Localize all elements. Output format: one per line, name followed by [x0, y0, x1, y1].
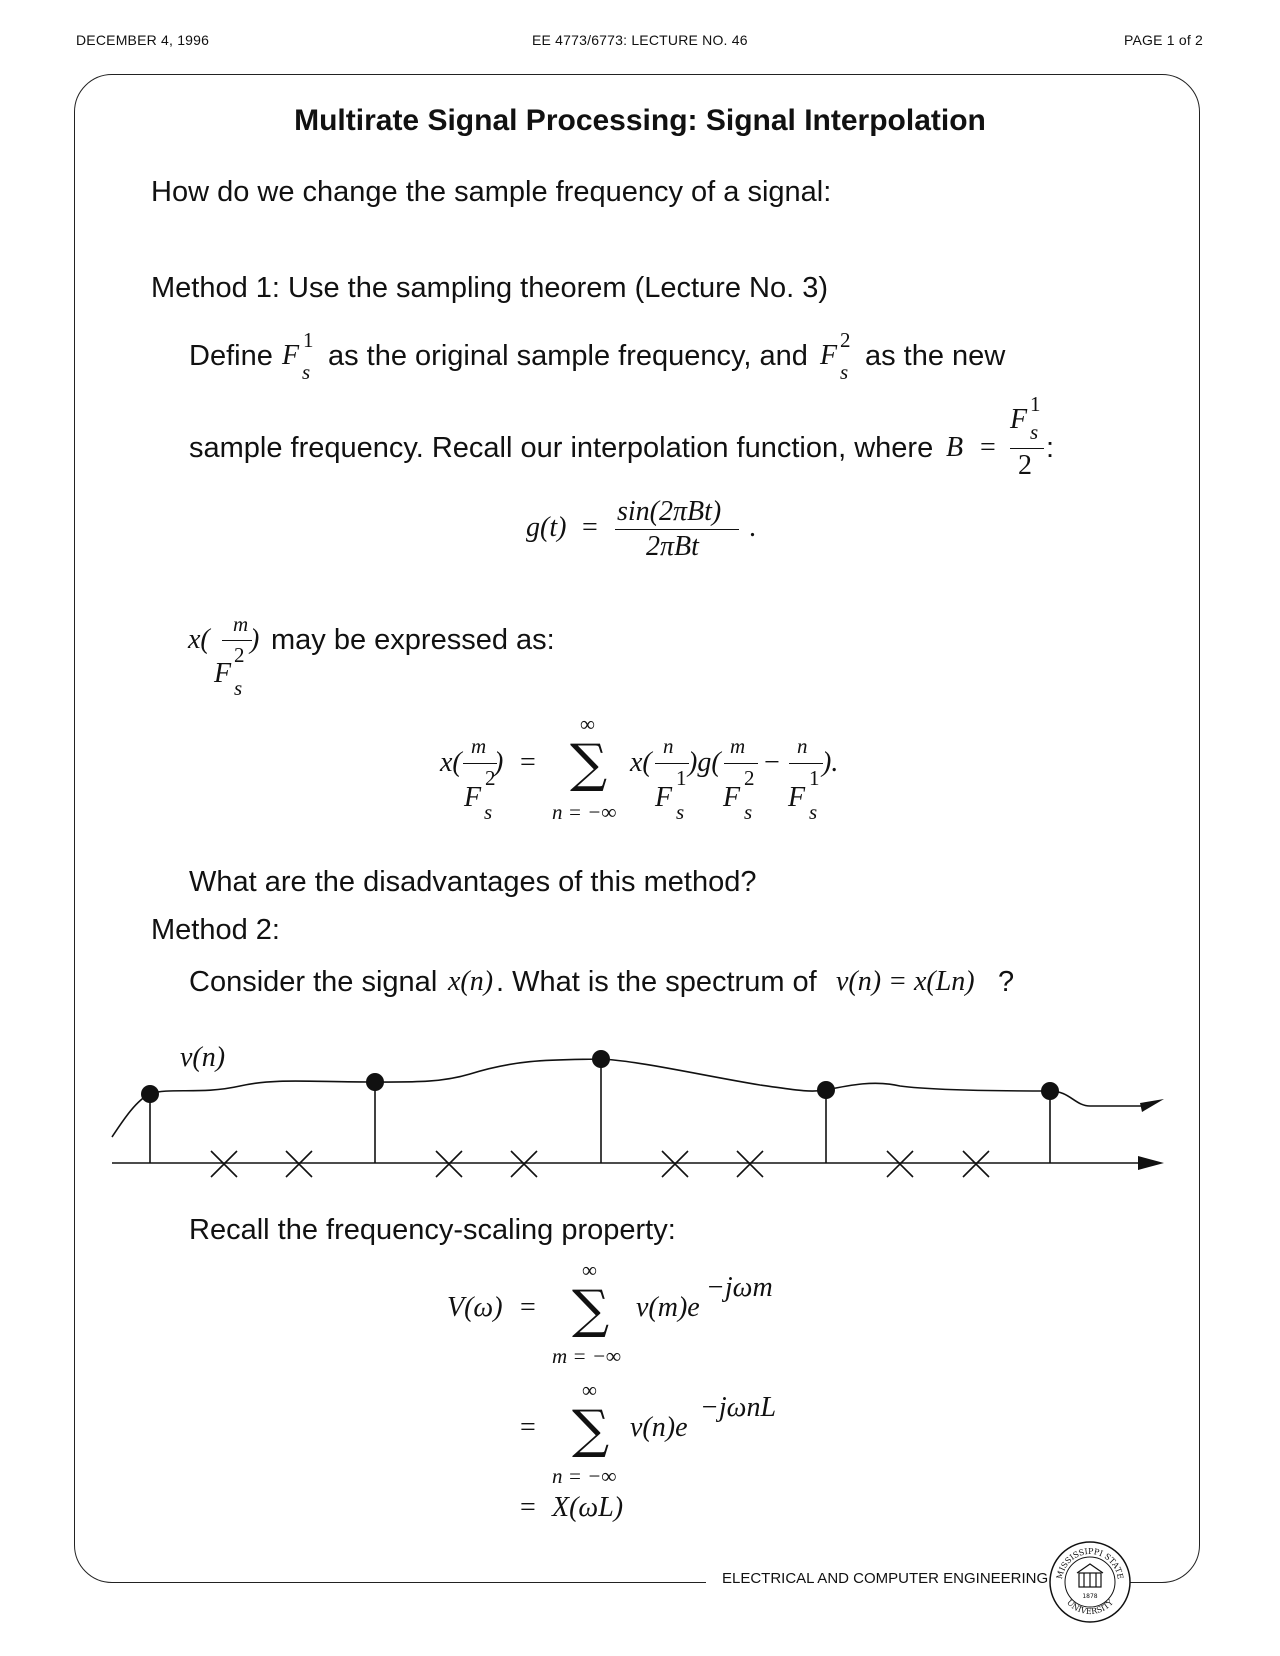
- g-denominator: 2πBt: [646, 531, 699, 562]
- V-lower-2: n = −∞: [552, 1464, 617, 1488]
- B-num-sub: s: [1030, 420, 1039, 444]
- V-lower-1: m = −∞: [552, 1344, 621, 1368]
- g-period: .: [749, 512, 756, 543]
- xm-den-sup: 2: [234, 643, 245, 667]
- zero-mark-7: [887, 1151, 913, 1177]
- sum1-g-open: )g(: [688, 747, 721, 778]
- consider-xn: x(n): [448, 966, 494, 997]
- V-exp-1: −jωm: [706, 1272, 773, 1303]
- V-lhs: V(ω): [447, 1292, 503, 1323]
- fs1-sup: 1: [303, 328, 314, 352]
- g-equals: =: [582, 512, 598, 543]
- sum1-x-open-b: x(: [630, 747, 652, 778]
- zero-mark-3: [436, 1151, 462, 1177]
- svg-text:UNIVERSITY: UNIVERSITY: [1064, 1597, 1116, 1617]
- sum1-F-c: F: [723, 782, 741, 813]
- consider-vn-eq: v(n) = x(Ln): [836, 966, 975, 997]
- V-equals-3: =: [520, 1492, 536, 1523]
- V-equals-2: =: [520, 1412, 536, 1443]
- sum1-sigma: ∑: [570, 734, 608, 794]
- page-title: Multirate Signal Processing: Signal Interpolation: [294, 104, 986, 137]
- sample-dot-4: [817, 1081, 835, 1099]
- V-vn-e: v(n)e: [630, 1412, 688, 1443]
- header-course: EE 4773/6773: LECTURE NO. 46: [532, 32, 748, 48]
- disadvantages-question: What are the disadvantages of this method?: [189, 866, 757, 898]
- sum1-two-c: 2: [744, 766, 755, 790]
- svg-text:1878: 1878: [1082, 1593, 1098, 1600]
- figure-vn-label: v(n): [180, 1042, 226, 1073]
- sum1-s-b: s: [676, 800, 685, 824]
- sample-dot-3: [592, 1050, 610, 1068]
- header-page: PAGE 1 of 2: [1124, 32, 1203, 48]
- V-vm-e: v(m)e: [636, 1292, 700, 1323]
- V-exp-2: −jωnL: [700, 1392, 777, 1423]
- sum1-one-b: 1: [676, 766, 687, 790]
- V-equals-1: =: [520, 1292, 536, 1323]
- consider-q: ?: [998, 966, 1015, 998]
- V-inf-1: ∞: [582, 1258, 597, 1282]
- sum1-one-d: 1: [809, 766, 820, 790]
- fs2-F: F: [820, 340, 838, 371]
- define-text-b: as the original sample frequency, and: [328, 340, 808, 372]
- sum1-F-a: F: [464, 782, 482, 813]
- sum1-x-open: x(: [440, 747, 462, 778]
- zero-mark-5: [662, 1151, 688, 1177]
- B-symbol: B: [946, 432, 964, 463]
- define-text-c: as the new: [865, 340, 1006, 372]
- xm-num: m: [233, 612, 249, 636]
- zero-mark-6: [737, 1151, 763, 1177]
- sum1-inf: ∞: [580, 712, 595, 736]
- zero-mark-2: [286, 1151, 312, 1177]
- B-equals: =: [980, 432, 996, 463]
- sum1-s-d: s: [809, 800, 818, 824]
- sample-dot-2: [366, 1073, 384, 1091]
- V-sigma-2: ∑: [572, 1400, 610, 1460]
- xm-den-F: F: [214, 658, 232, 689]
- V-rhs: X(ωL): [552, 1492, 624, 1523]
- sum1-s-c: s: [744, 800, 753, 824]
- g-lhs: g(t): [526, 512, 567, 543]
- sum1-F-b: F: [655, 782, 673, 813]
- consider-text-a: Consider the signal: [189, 966, 438, 998]
- zero-mark-8: [963, 1151, 989, 1177]
- sum1-minus: −: [764, 747, 780, 778]
- sum1-close-period: ).: [822, 747, 839, 778]
- sum1-two-a: 2: [485, 766, 496, 790]
- sum1-m-b: m: [730, 734, 746, 758]
- define-text-a: Define: [189, 340, 273, 372]
- sum1-lower: n = −∞: [552, 800, 617, 824]
- recall-interp-text: sample frequency. Recall our interpolation function, where: [189, 432, 934, 464]
- university-seal: [1048, 1540, 1132, 1624]
- B-den: 2: [1018, 450, 1032, 481]
- V-sigma-1: ∑: [572, 1280, 610, 1340]
- expressed-text: may be expressed as:: [271, 624, 555, 656]
- B-num-sup: 1: [1030, 392, 1041, 416]
- zero-mark-4: [511, 1151, 537, 1177]
- header-date: DECEMBER 4, 1996: [76, 32, 210, 48]
- footer-dept: ELECTRICAL AND COMPUTER ENGINEERING: [722, 1570, 1049, 1587]
- svg-text:MISSISSIPPI STATE: MISSISSIPPI STATE: [1055, 1546, 1125, 1580]
- recall-freq-text: Recall the frequency-scaling property:: [189, 1214, 676, 1246]
- g-numerator: sin(2πBt): [617, 496, 722, 527]
- consider-text-b: . What is the spectrum of: [496, 966, 817, 998]
- curve-arrowhead: [1140, 1099, 1164, 1112]
- axis-arrowhead: [1138, 1156, 1164, 1170]
- fs2-sub: s: [840, 360, 849, 384]
- B-colon: :: [1046, 432, 1055, 464]
- sum1-F-d: F: [788, 782, 806, 813]
- xm-open: x(: [188, 624, 210, 655]
- V-inf-2: ∞: [582, 1378, 597, 1402]
- sum1-s-a: s: [484, 800, 493, 824]
- method1-heading: Method 1: Use the sampling theorem (Lecture No. 3): [151, 272, 828, 304]
- fs2-sup: 2: [840, 328, 851, 352]
- fs1-sub: s: [302, 360, 311, 384]
- sum1-n-a: n: [663, 734, 674, 758]
- xm-den-sub: s: [234, 676, 243, 700]
- zero-mark-1: [211, 1151, 237, 1177]
- intro-question: How do we change the sample frequency of a signal:: [151, 176, 832, 208]
- sum1-m: m: [471, 734, 487, 758]
- sample-dot-1: [141, 1085, 159, 1103]
- sum1-n-b: n: [797, 734, 808, 758]
- figure-curve: [112, 1059, 1148, 1137]
- sample-dot-5: [1041, 1082, 1059, 1100]
- sum1-close-a: ): [494, 747, 504, 778]
- sum1-equals: =: [520, 747, 536, 778]
- B-num-F: F: [1010, 404, 1028, 435]
- fs1-F: F: [282, 340, 300, 371]
- method2-heading: Method 2:: [151, 914, 280, 946]
- xm-close: ): [250, 624, 260, 655]
